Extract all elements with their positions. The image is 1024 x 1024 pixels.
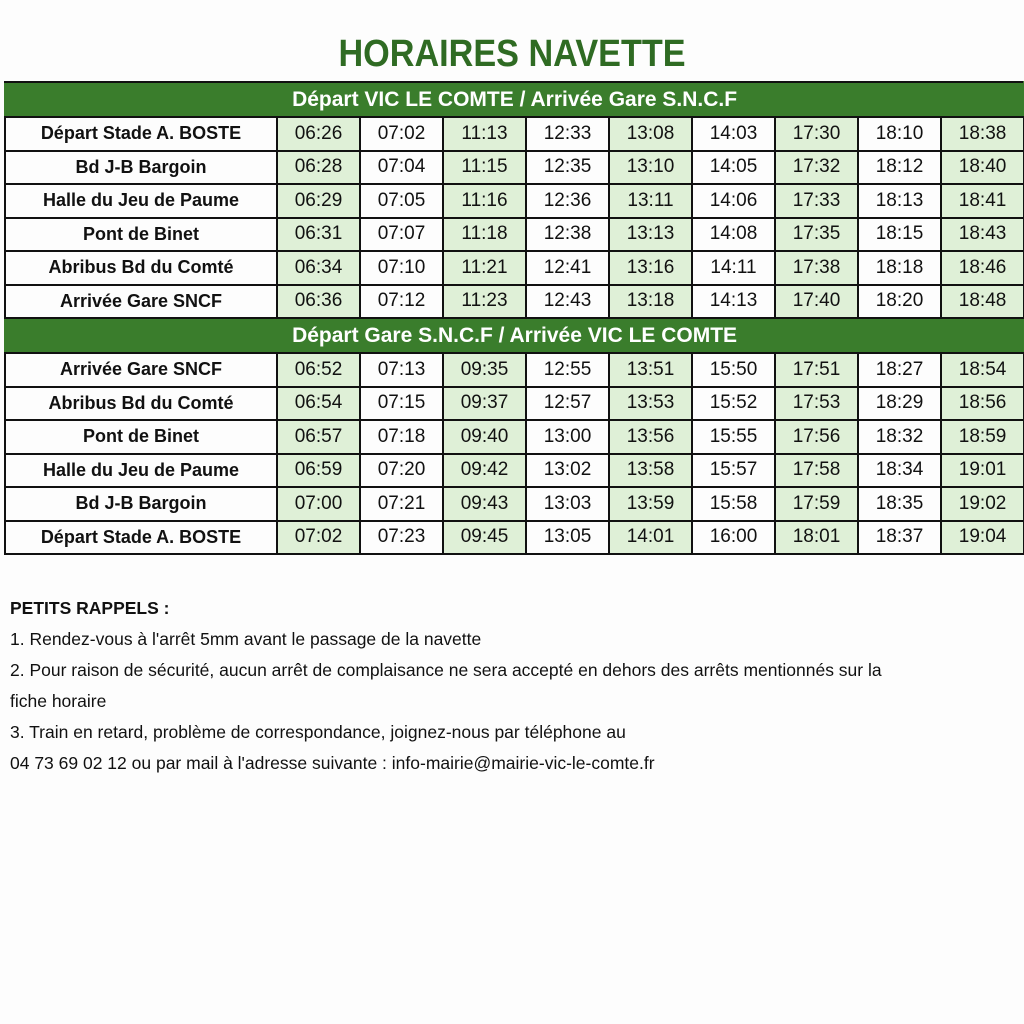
reminder-line: 3. Train en retard, problème de correspondance, joignez-nous par téléphone au (10, 722, 626, 742)
time-cell: 07:04 (360, 151, 443, 185)
time-cell: 07:05 (360, 184, 443, 218)
time-cell: 13:56 (609, 420, 692, 454)
stop-name: Abribus Bd du Comté (5, 251, 277, 285)
time-cell: 18:40 (941, 151, 1024, 185)
time-cell: 06:29 (277, 184, 360, 218)
time-cell: 07:18 (360, 420, 443, 454)
time-cell: 18:12 (858, 151, 941, 185)
time-cell: 19:02 (941, 487, 1024, 521)
time-cell: 12:38 (526, 218, 609, 252)
table-row (5, 521, 1024, 555)
time-cell: 07:02 (360, 117, 443, 151)
time-cell: 12:55 (526, 353, 609, 387)
time-cell: 18:18 (858, 251, 941, 285)
time-cell: 07:13 (360, 353, 443, 387)
stop-name: Pont de Binet (5, 420, 277, 454)
time-cell: 07:00 (277, 487, 360, 521)
time-cell: 13:03 (526, 487, 609, 521)
time-cell: 12:57 (526, 387, 609, 421)
time-cell: 09:35 (443, 353, 526, 387)
reminder-line: fiche horaire (10, 691, 107, 711)
time-cell: 18:59 (941, 420, 1024, 454)
table-row (5, 184, 1024, 218)
time-cell: 09:37 (443, 387, 526, 421)
section-header: Départ VIC LE COMTE / Arrivée Gare S.N.C.F (5, 82, 1024, 117)
time-cell: 18:13 (858, 184, 941, 218)
time-cell: 18:38 (941, 117, 1024, 151)
stop-name: Bd J-B Bargoin (5, 151, 277, 185)
time-cell: 17:32 (775, 151, 858, 185)
time-cell: 07:21 (360, 487, 443, 521)
table-row (5, 420, 1024, 454)
stop-name: Arrivée Gare SNCF (5, 353, 277, 387)
time-cell: 07:20 (360, 454, 443, 488)
reminder-line: 04 73 69 02 12 ou par mail à l'adresse suivante : info-mairie@mairie-vic-le-comte.fr (10, 753, 655, 773)
time-cell: 17:40 (775, 285, 858, 319)
time-cell: 14:11 (692, 251, 775, 285)
time-cell: 11:15 (443, 151, 526, 185)
time-cell: 13:16 (609, 251, 692, 285)
table-row (5, 454, 1024, 488)
time-cell: 06:57 (277, 420, 360, 454)
stop-name: Pont de Binet (5, 218, 277, 252)
time-cell: 07:15 (360, 387, 443, 421)
stop-name: Halle du Jeu de Paume (5, 184, 277, 218)
time-cell: 12:43 (526, 285, 609, 319)
time-cell: 09:40 (443, 420, 526, 454)
section-header-row (5, 318, 1024, 353)
time-cell: 13:58 (609, 454, 692, 488)
time-cell: 17:58 (775, 454, 858, 488)
time-cell: 14:01 (609, 521, 692, 555)
time-cell: 14:08 (692, 218, 775, 252)
time-cell: 18:20 (858, 285, 941, 319)
time-cell: 13:00 (526, 420, 609, 454)
time-cell: 06:28 (277, 151, 360, 185)
reminder-line: 2. Pour raison de sécurité, aucun arrêt de complaisance ne sera accepté en dehors des arrêts mentionnés sur la (10, 660, 882, 680)
time-cell: 12:35 (526, 151, 609, 185)
stop-name: Départ Stade A. BOSTE (5, 521, 277, 555)
time-cell: 18:56 (941, 387, 1024, 421)
time-cell: 13:51 (609, 353, 692, 387)
time-cell: 09:45 (443, 521, 526, 555)
time-cell: 17:35 (775, 218, 858, 252)
time-cell: 18:15 (858, 218, 941, 252)
time-cell: 17:56 (775, 420, 858, 454)
time-cell: 17:53 (775, 387, 858, 421)
stop-name: Halle du Jeu de Paume (5, 454, 277, 488)
time-cell: 06:59 (277, 454, 360, 488)
time-cell: 11:21 (443, 251, 526, 285)
time-cell: 07:10 (360, 251, 443, 285)
time-cell: 18:29 (858, 387, 941, 421)
time-cell: 13:11 (609, 184, 692, 218)
time-cell: 18:41 (941, 184, 1024, 218)
time-cell: 06:34 (277, 251, 360, 285)
time-cell: 18:35 (858, 487, 941, 521)
reminders (10, 593, 1010, 779)
time-cell: 15:58 (692, 487, 775, 521)
time-cell: 18:32 (858, 420, 941, 454)
time-cell: 18:10 (858, 117, 941, 151)
time-cell: 12:41 (526, 251, 609, 285)
table-row (5, 387, 1024, 421)
time-cell: 19:04 (941, 521, 1024, 555)
time-cell: 17:38 (775, 251, 858, 285)
time-cell: 06:26 (277, 117, 360, 151)
table-row (5, 117, 1024, 151)
time-cell: 11:23 (443, 285, 526, 319)
time-cell: 06:31 (277, 218, 360, 252)
stop-name: Arrivée Gare SNCF (5, 285, 277, 319)
time-cell: 18:27 (858, 353, 941, 387)
table-row (5, 353, 1024, 387)
stop-name: Départ Stade A. BOSTE (5, 117, 277, 151)
section-header-row (5, 82, 1024, 117)
time-cell: 11:18 (443, 218, 526, 252)
time-cell: 06:52 (277, 353, 360, 387)
table-row (5, 218, 1024, 252)
page-title: HORAIRES NAVETTE (338, 33, 686, 75)
time-cell: 18:54 (941, 353, 1024, 387)
time-cell: 17:59 (775, 487, 858, 521)
time-cell: 13:10 (609, 151, 692, 185)
time-cell: 14:03 (692, 117, 775, 151)
time-cell: 13:59 (609, 487, 692, 521)
time-cell: 15:52 (692, 387, 775, 421)
time-cell: 15:57 (692, 454, 775, 488)
section-header: Départ Gare S.N.C.F / Arrivée VIC LE COMTE (5, 318, 1024, 353)
time-cell: 15:55 (692, 420, 775, 454)
time-cell: 18:46 (941, 251, 1024, 285)
time-cell: 11:16 (443, 184, 526, 218)
reminders-heading: PETITS RAPPELS : (10, 598, 170, 618)
time-cell: 11:13 (443, 117, 526, 151)
time-cell: 13:13 (609, 218, 692, 252)
time-cell: 13:08 (609, 117, 692, 151)
table-row (5, 151, 1024, 185)
time-cell: 07:23 (360, 521, 443, 555)
time-cell: 09:43 (443, 487, 526, 521)
time-cell: 13:05 (526, 521, 609, 555)
time-cell: 13:18 (609, 285, 692, 319)
time-cell: 09:42 (443, 454, 526, 488)
time-cell: 07:02 (277, 521, 360, 555)
time-cell: 06:36 (277, 285, 360, 319)
table-row (5, 251, 1024, 285)
time-cell: 07:07 (360, 218, 443, 252)
time-cell: 19:01 (941, 454, 1024, 488)
time-cell: 13:53 (609, 387, 692, 421)
time-cell: 07:12 (360, 285, 443, 319)
reminder-line: 1. Rendez-vous à l'arrêt 5mm avant le passage de la navette (10, 629, 482, 649)
time-cell: 17:33 (775, 184, 858, 218)
table-row (5, 285, 1024, 319)
time-cell: 18:34 (858, 454, 941, 488)
time-cell: 06:54 (277, 387, 360, 421)
time-cell: 13:02 (526, 454, 609, 488)
time-cell: 18:48 (941, 285, 1024, 319)
time-cell: 18:43 (941, 218, 1024, 252)
time-cell: 17:30 (775, 117, 858, 151)
time-cell: 16:00 (692, 521, 775, 555)
time-cell: 18:37 (858, 521, 941, 555)
time-cell: 12:33 (526, 117, 609, 151)
table-row (5, 487, 1024, 521)
time-cell: 12:36 (526, 184, 609, 218)
time-cell: 14:05 (692, 151, 775, 185)
time-cell: 17:51 (775, 353, 858, 387)
time-cell: 18:01 (775, 521, 858, 555)
timetable (4, 81, 1024, 555)
time-cell: 14:06 (692, 184, 775, 218)
time-cell: 15:50 (692, 353, 775, 387)
time-cell: 14:13 (692, 285, 775, 319)
stop-name: Abribus Bd du Comté (5, 387, 277, 421)
stop-name: Bd J-B Bargoin (5, 487, 277, 521)
